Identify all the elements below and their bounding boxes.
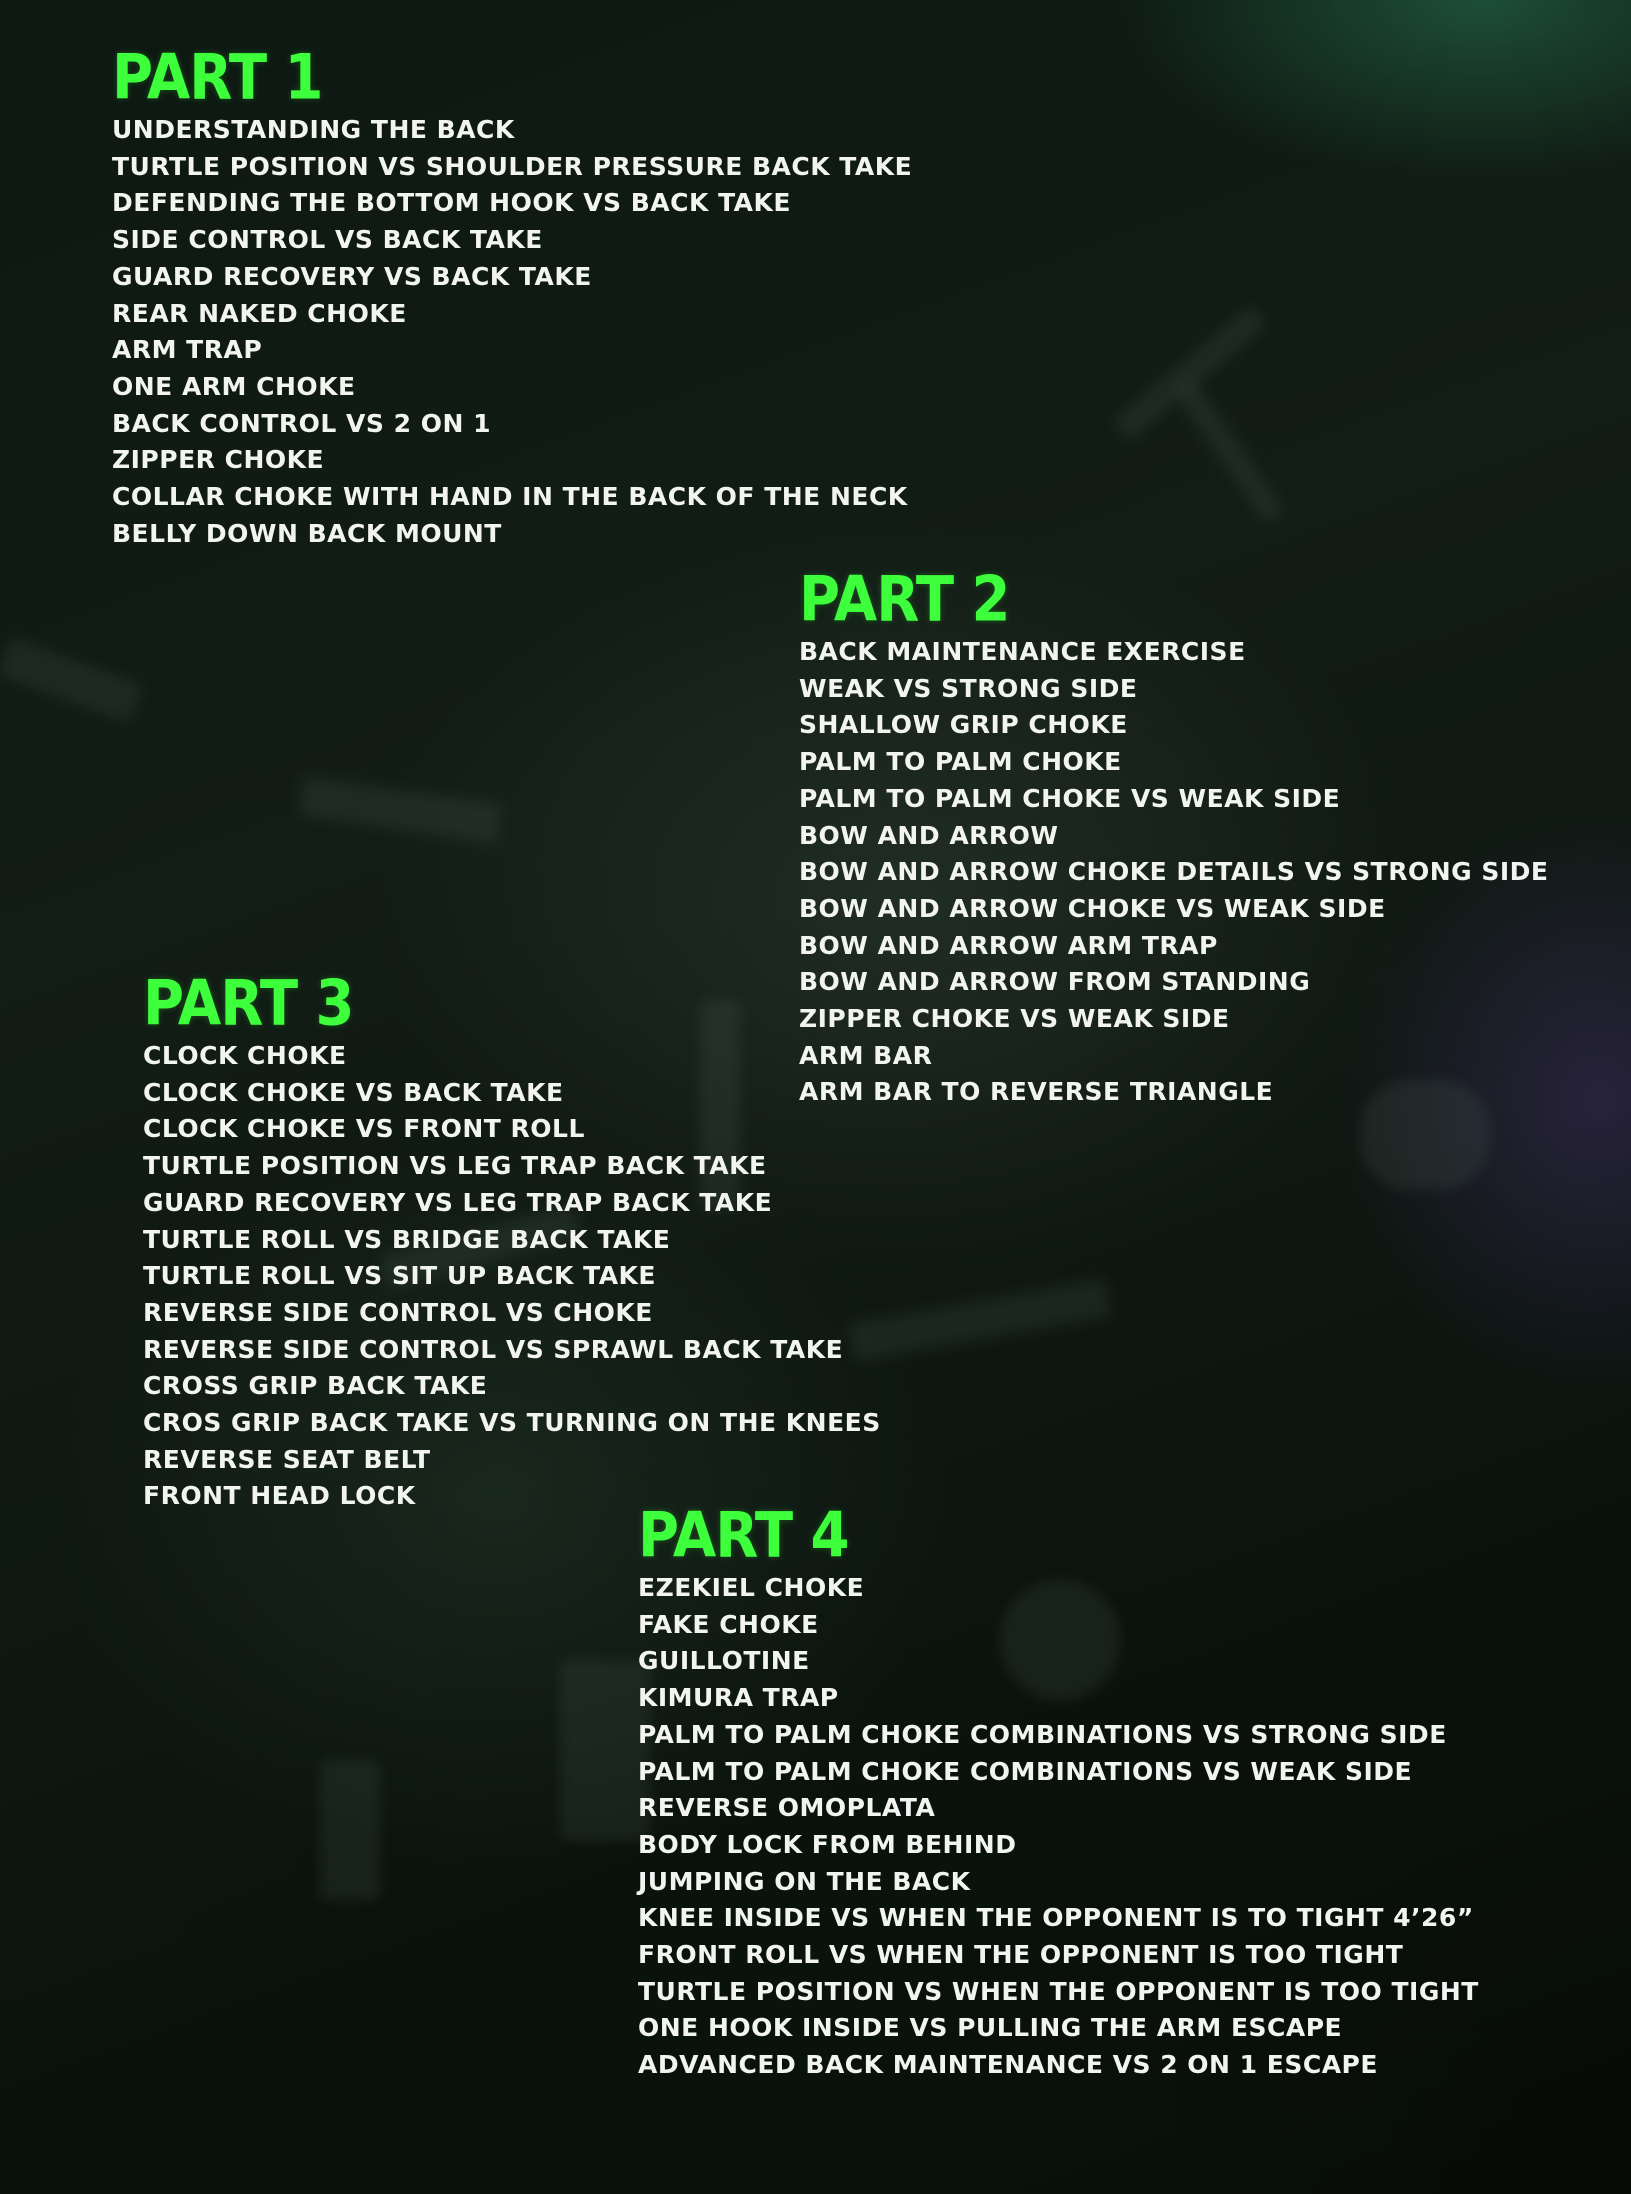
part-3-section	[143, 967, 881, 1515]
list-item: CROS GRIP BACK TAKE VS TURNING ON THE KNEES	[143, 1408, 881, 1438]
list-item: TURTLE POSITION VS WHEN THE OPPONENT IS TOO TIGHT	[638, 1976, 1479, 2006]
list-item: REAR NAKED CHOKE	[112, 298, 407, 328]
list-item: TURTLE ROLL VS BRIDGE BACK TAKE	[143, 1224, 671, 1254]
part-1-list	[112, 112, 912, 552]
list-item: PALM TO PALM CHOKE COMBINATIONS VS WEAK SIDE	[638, 1756, 1413, 1786]
list-item: ADVANCED BACK MAINTENANCE VS 2 ON 1 ESCAPE	[638, 2050, 1378, 2080]
list-item: BOW AND ARROW CHOKE VS WEAK SIDE	[799, 893, 1386, 923]
list-item: PALM TO PALM CHOKE VS WEAK SIDE	[799, 783, 1341, 813]
part-1-title: PART 1	[112, 41, 323, 115]
list-item: GUARD RECOVERY VS LEG TRAP BACK TAKE	[143, 1187, 773, 1217]
list-item: TURTLE POSITION VS LEG TRAP BACK TAKE	[143, 1151, 767, 1181]
part-2-section	[799, 563, 1549, 1111]
list-item: CROSS GRIP BACK TAKE	[143, 1371, 488, 1401]
list-item: GUARD RECOVERY VS BACK TAKE	[112, 261, 592, 291]
list-item: FRONT ROLL VS WHEN THE OPPONENT IS TOO TIGHT	[638, 1940, 1404, 1970]
part-4-section	[638, 1499, 1479, 2084]
list-item: ARM TRAP	[112, 335, 263, 365]
part-3-title: PART 3	[143, 967, 354, 1041]
list-item: WEAK VS STRONG SIDE	[799, 673, 1138, 703]
list-item: BELLY DOWN BACK MOUNT	[112, 518, 502, 548]
part-1-section	[112, 41, 913, 552]
list-item: KIMURA TRAP	[638, 1683, 839, 1713]
list-item: REVERSE SIDE CONTROL VS CHOKE	[143, 1297, 653, 1327]
part-4-list	[638, 1570, 1479, 2084]
list-item: PALM TO PALM CHOKE COMBINATIONS VS STRONG SIDE	[638, 1719, 1447, 1749]
list-item: ARM BAR	[799, 1040, 933, 1070]
list-item: SIDE CONTROL VS BACK TAKE	[112, 225, 543, 255]
list-item: BOW AND ARROW ARM TRAP	[799, 930, 1218, 960]
part-4-title: PART 4	[638, 1499, 849, 1573]
list-item: CLOCK CHOKE	[143, 1041, 347, 1070]
part-2-title: PART 2	[799, 563, 1010, 637]
list-item: FRONT HEAD LOCK	[143, 1481, 416, 1511]
list-item: ZIPPER CHOKE VS WEAK SIDE	[799, 1004, 1230, 1034]
list-item: CLOCK CHOKE VS BACK TAKE	[143, 1077, 564, 1107]
list-item: REVERSE OMOPLATA	[638, 1793, 936, 1823]
part-3-list	[143, 1038, 881, 1515]
list-item: EZEKIEL CHOKE	[638, 1573, 865, 1602]
list-item: BOW AND ARROW CHOKE DETAILS VS STRONG SIDE	[799, 857, 1549, 887]
list-item: BOW AND ARROW FROM STANDING	[799, 967, 1311, 997]
list-item: DEFENDING THE BOTTOM HOOK VS BACK TAKE	[112, 188, 791, 218]
list-item: JUMPING ON THE BACK	[638, 1866, 971, 1896]
list-item: GUILLOTINE	[638, 1646, 810, 1676]
list-item: TURTLE POSITION VS SHOULDER PRESSURE BACK TAKE	[112, 151, 913, 181]
list-item: BACK MAINTENANCE EXERCISE	[799, 637, 1246, 666]
list-item: TURTLE ROLL VS SIT UP BACK TAKE	[143, 1261, 656, 1291]
list-item: BODY LOCK FROM BEHIND	[638, 1829, 1017, 1859]
part-2-list	[799, 634, 1549, 1111]
list-item: ARM BAR TO REVERSE TRIANGLE	[799, 1077, 1274, 1107]
list-item: REVERSE SEAT BELT	[143, 1444, 431, 1474]
list-item: KNEE INSIDE VS WHEN THE OPPONENT IS TO TIGHT 4’26”	[638, 1903, 1474, 1933]
list-item: BACK CONTROL VS 2 ON 1	[112, 408, 491, 438]
list-item: ZIPPER CHOKE	[112, 445, 325, 475]
list-item: FAKE CHOKE	[638, 1609, 819, 1639]
list-item: UNDERSTANDING THE BACK	[112, 115, 515, 144]
list-item: SHALLOW GRIP CHOKE	[799, 710, 1128, 740]
list-item: ONE HOOK INSIDE VS PULLING THE ARM ESCAPE	[638, 2013, 1343, 2043]
list-item: ONE ARM CHOKE	[112, 371, 356, 401]
list-item: COLLAR CHOKE WITH HAND IN THE BACK OF THE NECK	[112, 482, 908, 512]
list-item: BOW AND ARROW	[799, 820, 1059, 850]
list-item: PALM TO PALM CHOKE	[799, 747, 1122, 777]
list-item: CLOCK CHOKE VS FRONT ROLL	[143, 1114, 585, 1144]
list-item: REVERSE SIDE CONTROL VS SPRAWL BACK TAKE	[143, 1334, 844, 1364]
